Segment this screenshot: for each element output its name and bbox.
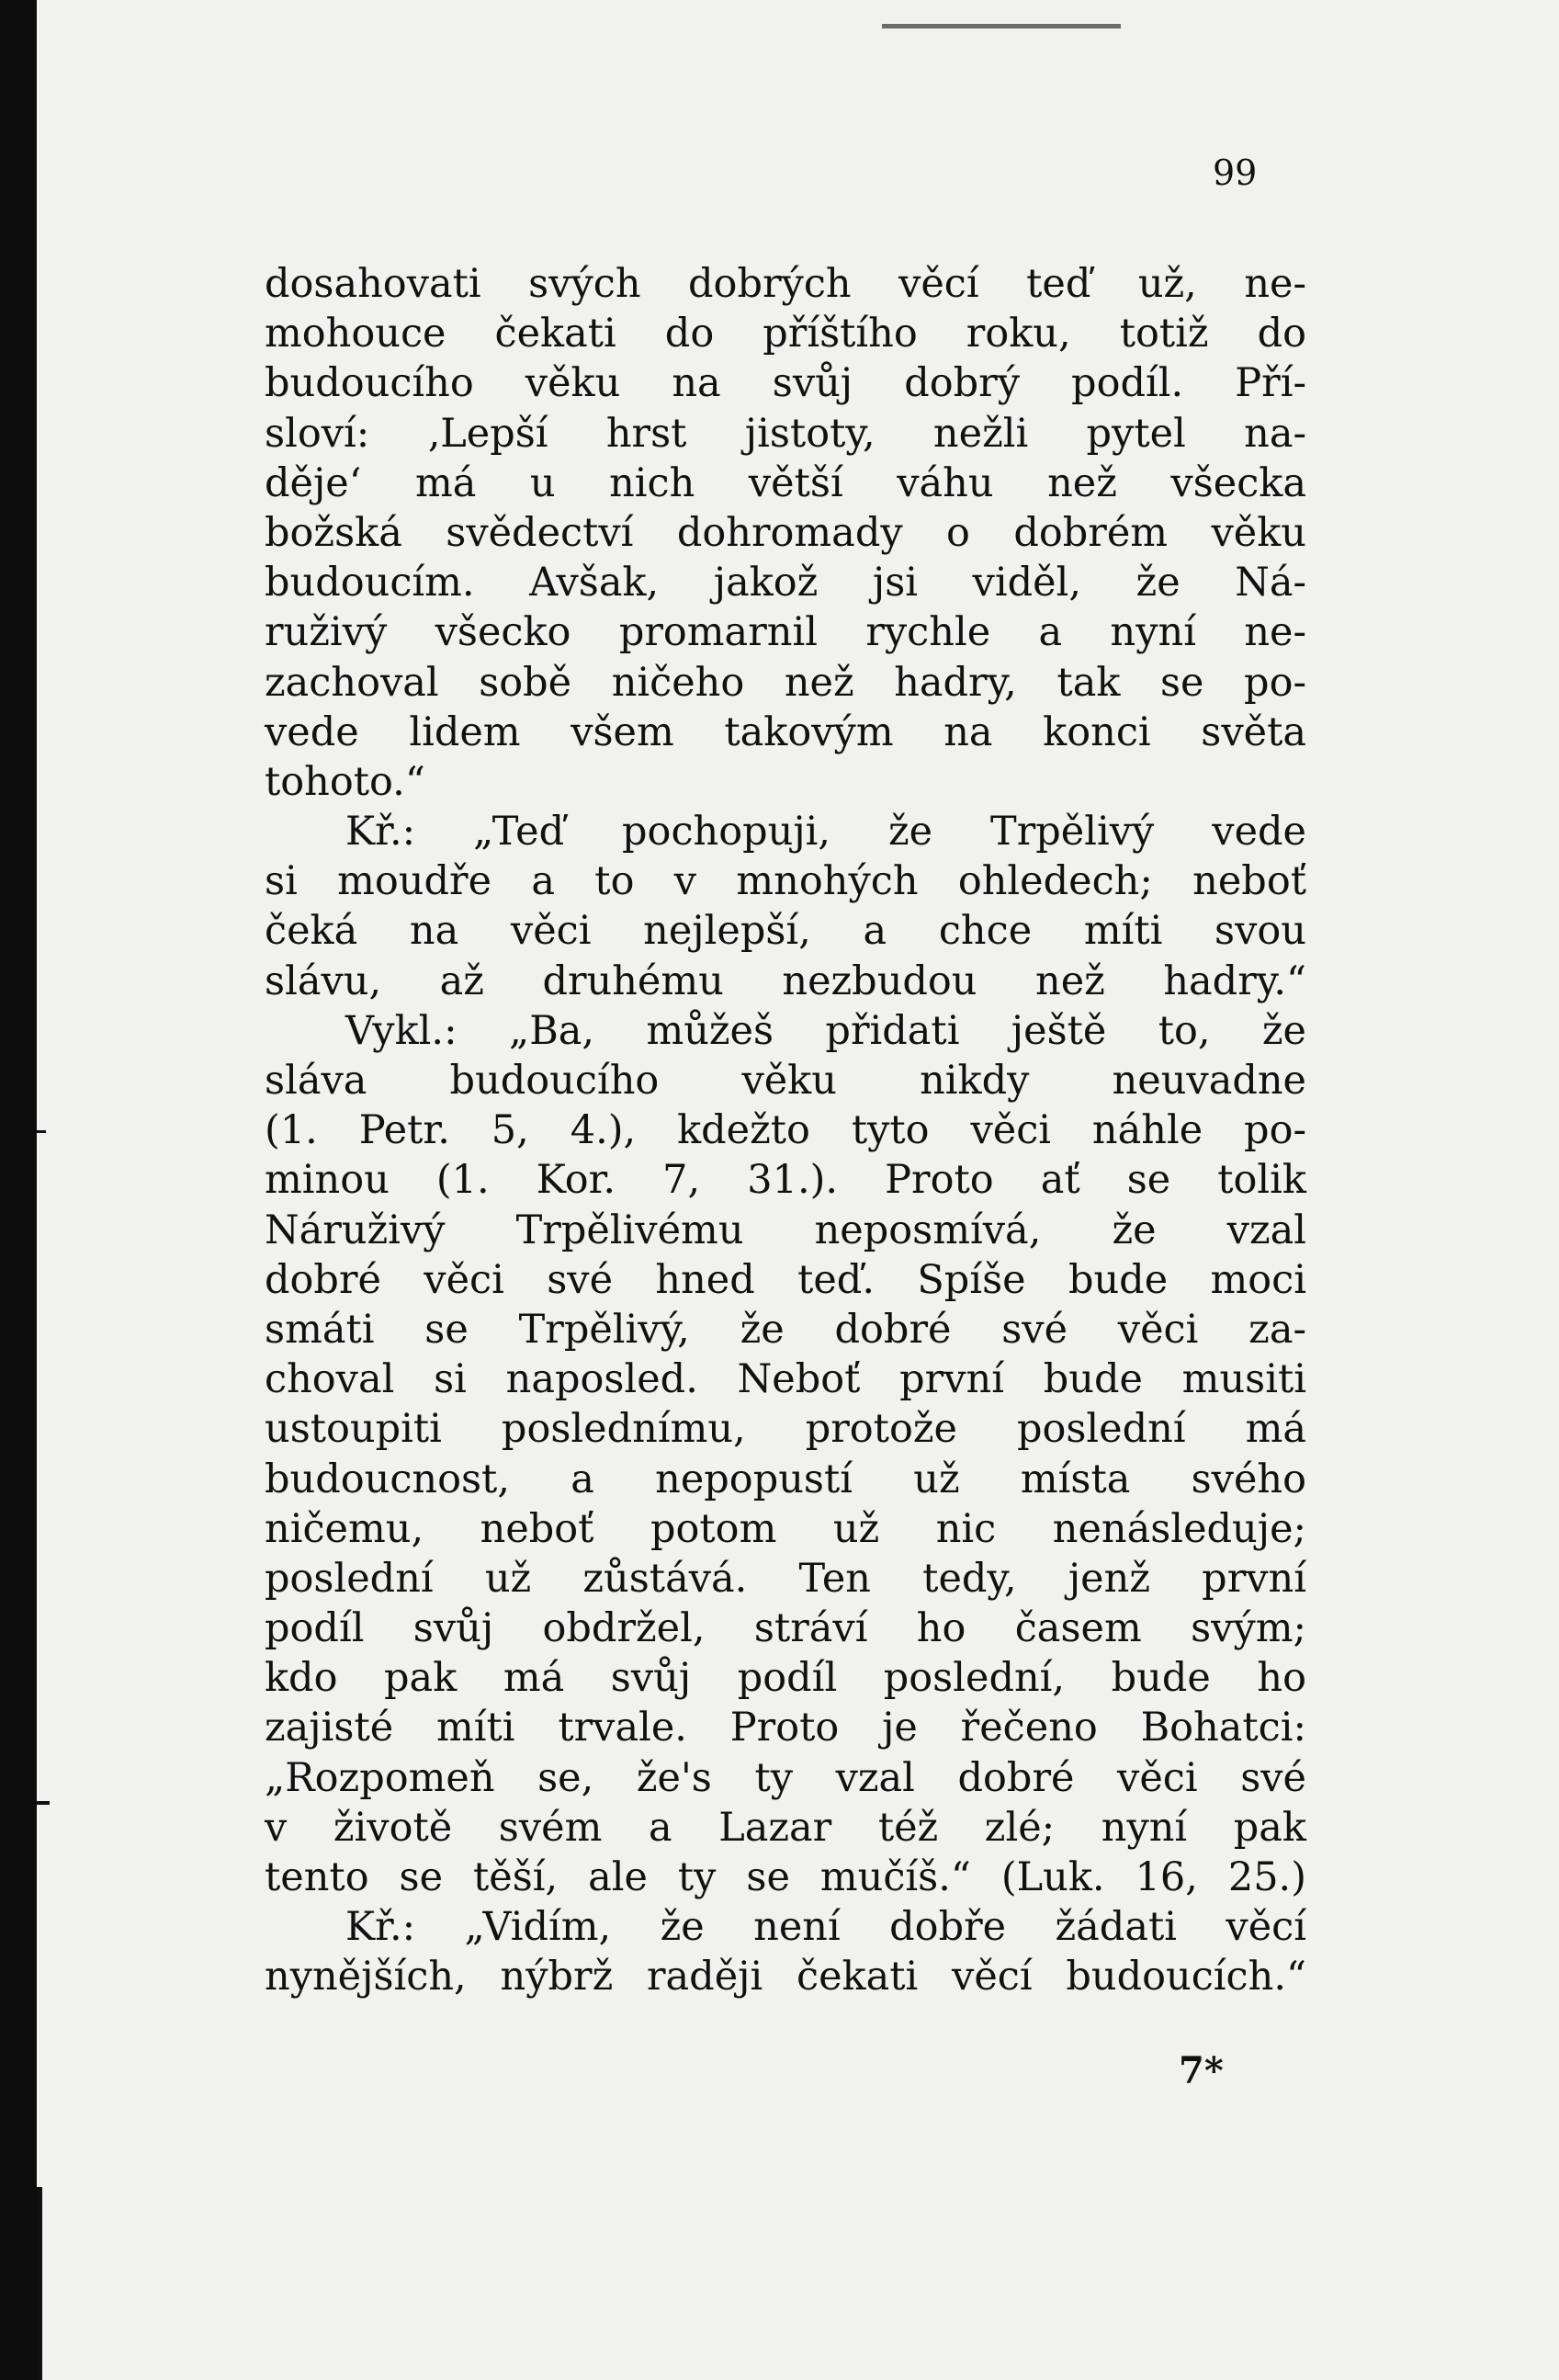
text-line: zajisté míti trvale. Proto je řečeno Bohatci: bbox=[265, 1705, 1306, 1751]
gutter-mark bbox=[37, 1801, 50, 1805]
text-line: minou (1. Kor. 7, 31.). Proto ať se tolik bbox=[265, 1157, 1306, 1204]
text-line: (1. Petr. 5, 4.), kdežto tyto věci náhle po- bbox=[265, 1107, 1306, 1154]
text-line: dosahovati svých dobrých věcí teď už, ne- bbox=[265, 261, 1306, 307]
text-line: poslední už zůstává. Ten tedy, jenž první bbox=[265, 1555, 1306, 1602]
book-page bbox=[37, 0, 1559, 2380]
gutter-mark bbox=[37, 1130, 46, 1133]
text-line: ničemu, neboť potom už nic nenásleduje; bbox=[265, 1505, 1306, 1552]
body-text bbox=[265, 259, 1306, 2002]
text-line: smáti se Trpělivý, že dobré své věci za- bbox=[265, 1306, 1306, 1353]
text-line: budoucím. Avšak, jakož jsi viděl, že Ná- bbox=[265, 560, 1306, 606]
text-line: „Rozpomeň se, že's ty vzal dobré věci své bbox=[265, 1754, 1306, 1801]
scan-smudge bbox=[882, 24, 1121, 28]
page-number: 99 bbox=[1213, 153, 1258, 193]
text-line: slávu, až druhému nezbudou než hadry.“ bbox=[265, 958, 1306, 1004]
text-line: ruživý všecko promarnil rychle a nyní ne- bbox=[265, 609, 1306, 656]
text-line: budoucího věku na svůj dobrý podíl. Pří- bbox=[265, 360, 1306, 407]
text-line: Kř.: „Vidím, že není dobře žádati věcí bbox=[345, 1904, 1306, 1951]
text-line: tento se těší, ale ty se mučíš.“ (Luk. 16, 25.) bbox=[265, 1854, 1306, 1900]
text-line: čeká na věci nejlepší, a chce míti svou bbox=[265, 908, 1306, 955]
text-line: sloví: ‚Lepší hrst jistoty, nežli pytel na- bbox=[265, 410, 1306, 457]
text-line: ustoupiti poslednímu, protože poslední má bbox=[265, 1406, 1306, 1453]
text-line: podíl svůj obdržel, stráví ho časem svým; bbox=[265, 1605, 1306, 1652]
text-line: tohoto.“ bbox=[265, 758, 425, 805]
binding-edge bbox=[0, 0, 37, 2380]
gutter-mark bbox=[37, 2187, 42, 2380]
text-line: budoucnost, a nepopustí už místa svého bbox=[265, 1456, 1306, 1502]
text-line: děje‘ má u nich větší váhu než všecka bbox=[265, 459, 1306, 506]
text-line: sláva budoucího věku nikdy neuvadne bbox=[265, 1058, 1306, 1104]
text-line: božská svědectví dohromady o dobrém věku bbox=[265, 509, 1306, 556]
text-line: mohouce čekati do příštího roku, totiž do bbox=[265, 311, 1306, 357]
text-line: Kř.: „Teď pochopuji, že Trpělivý vede bbox=[345, 809, 1306, 856]
text-line: nynějších, nýbrž raději čekati věcí budoucích.“ bbox=[265, 1954, 1306, 2000]
text-line: Vykl.: „Ba, můžeš přidati ještě to, že bbox=[345, 1007, 1306, 1054]
text-line: dobré věci své hned teď. Spíše bude moci bbox=[265, 1256, 1306, 1303]
text-line: v životě svém a Lazar též zlé; nyní pak bbox=[265, 1804, 1306, 1851]
signature-mark: 7* bbox=[1179, 2049, 1224, 2092]
text-line: Náruživý Trpělivému neposmívá, že vzal bbox=[265, 1207, 1306, 1253]
text-line: choval si naposled. Neboť první bude musiti bbox=[265, 1356, 1306, 1403]
text-line: si moudře a to v mnohých ohledech; neboť bbox=[265, 858, 1306, 905]
text-line: kdo pak má svůj podíl poslední, bude ho bbox=[265, 1655, 1306, 1702]
text-line: zachoval sobě ničeho než hadry, tak se po- bbox=[265, 659, 1306, 706]
text-line: vede lidem všem takovým na konci světa bbox=[265, 708, 1306, 755]
